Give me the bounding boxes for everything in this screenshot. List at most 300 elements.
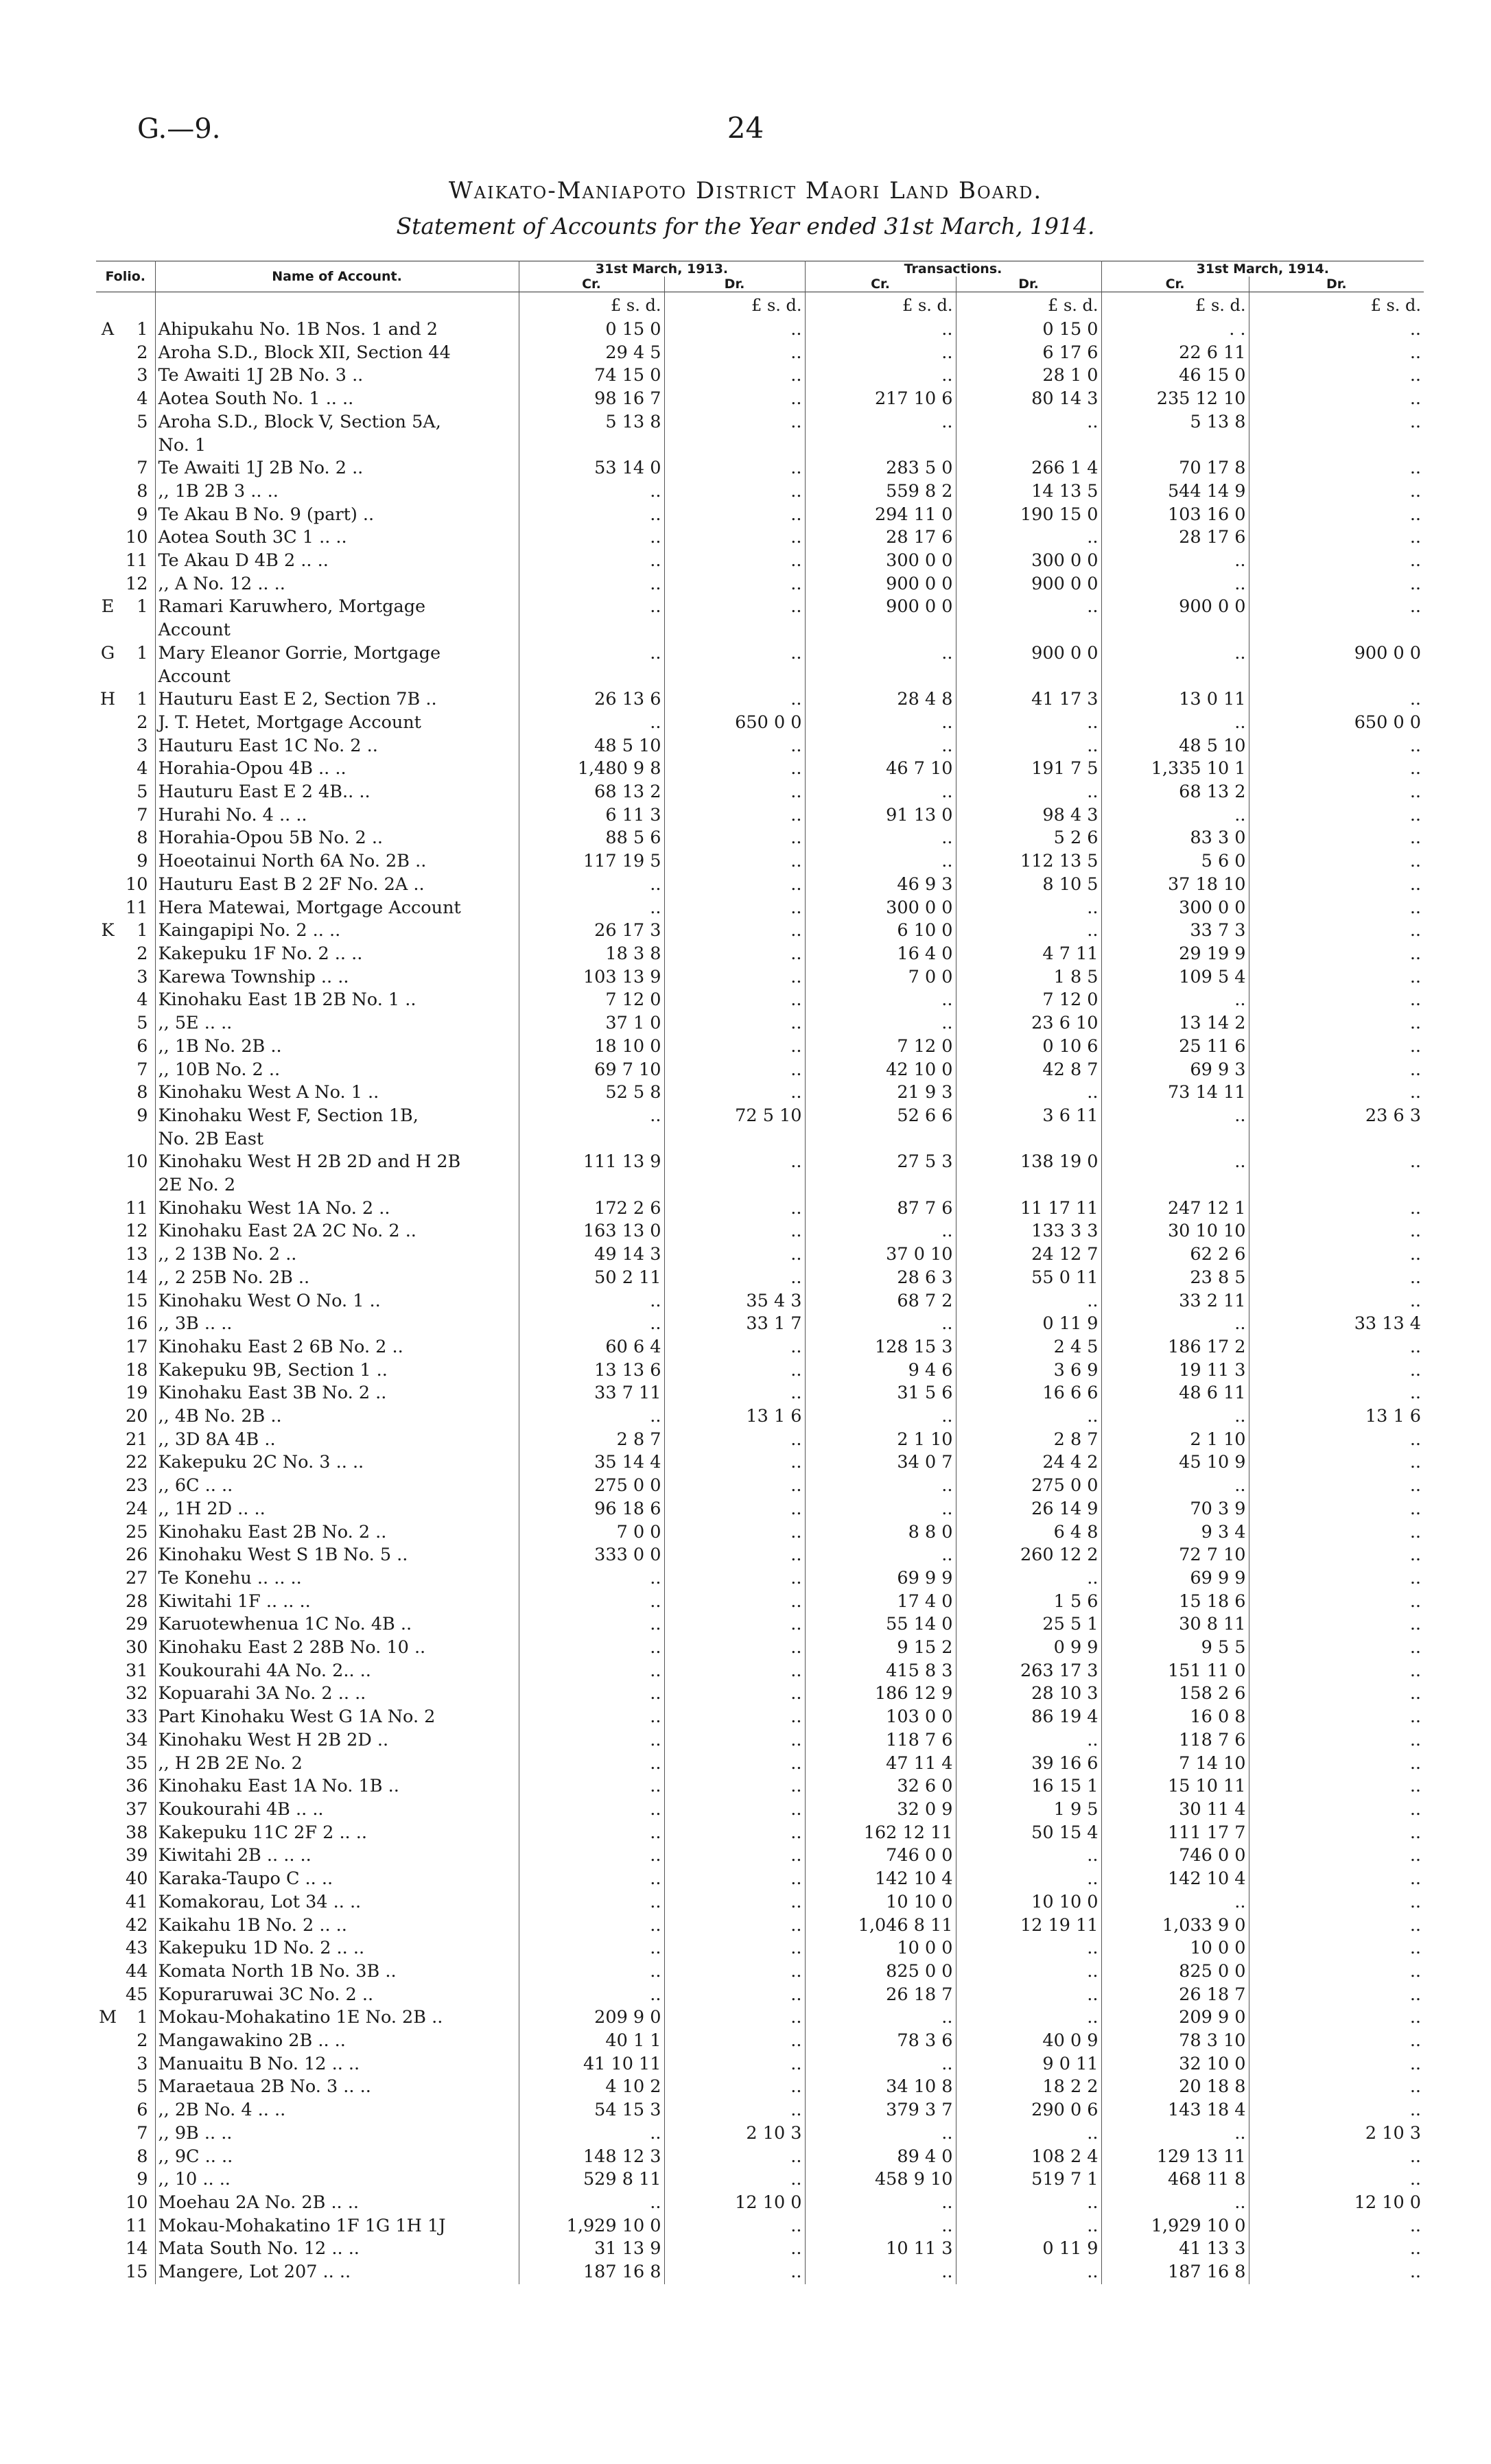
folio-number: 25 bbox=[126, 1521, 148, 1542]
folio-number: 22 bbox=[126, 1452, 148, 1473]
dr-1914: .. bbox=[1249, 1682, 1424, 1706]
cr-transactions: 10 10 0 bbox=[805, 1891, 956, 1914]
cr-1913: 26 17 3 bbox=[519, 919, 664, 943]
folio-letter bbox=[96, 735, 119, 758]
dr-1914: .. bbox=[1249, 596, 1424, 619]
account-row bbox=[96, 2076, 1424, 2099]
folio-letter bbox=[96, 504, 119, 527]
cr-transactions bbox=[805, 666, 956, 689]
account-name: Kakepuku 1F No. 2 .. .. bbox=[155, 943, 519, 966]
account-name: Mary Eleanor Gorrie, Mortgage bbox=[155, 642, 519, 666]
account-name: Horahia-Opou 4B .. .. bbox=[155, 758, 519, 781]
cr-transactions: .. bbox=[805, 318, 956, 342]
folio-letter: M bbox=[99, 2007, 117, 2028]
folio-number: 4 bbox=[137, 758, 148, 779]
folio-letter bbox=[96, 1844, 119, 1868]
cr-transactions: 46 9 3 bbox=[805, 873, 956, 897]
folio-number: 3 bbox=[137, 365, 148, 386]
dr-1914 bbox=[1249, 619, 1424, 642]
dr-1914: .. bbox=[1249, 1197, 1424, 1221]
account-name: No. 1 bbox=[155, 434, 519, 458]
account-name: Kakepuku 11C 2F 2 .. .. bbox=[155, 1822, 519, 1845]
folio-number: 1 bbox=[137, 642, 148, 664]
dr-1914: .. bbox=[1249, 781, 1424, 804]
cr-transactions: 68 7 2 bbox=[805, 1290, 956, 1313]
cr-transactions: .. bbox=[805, 735, 956, 758]
account-name: Te Akau D 4B 2 .. .. bbox=[155, 550, 519, 573]
dr-1913: .. bbox=[664, 2168, 805, 2192]
cr-1913: .. bbox=[519, 504, 664, 527]
account-row bbox=[96, 2238, 1424, 2261]
folio-number: 35 bbox=[126, 1752, 148, 1774]
account-name: Hauturu East E 2 4B.. .. bbox=[155, 781, 519, 804]
folio-letter bbox=[96, 1059, 119, 1082]
cr-1913: 111 13 9 bbox=[519, 1151, 664, 1174]
folio-number: 6 bbox=[137, 1035, 148, 1057]
dr-1914 bbox=[1249, 434, 1424, 458]
folio-number: 5 bbox=[137, 1013, 148, 1034]
account-row bbox=[96, 642, 1424, 666]
page-number: 24 bbox=[727, 111, 764, 145]
dr-1914: .. bbox=[1249, 943, 1424, 966]
cr-1914: 111 17 7 bbox=[1101, 1822, 1249, 1845]
cr-1914: 142 10 4 bbox=[1101, 1868, 1249, 1891]
cr-1914: 187 16 8 bbox=[1101, 2261, 1249, 2284]
cr-1914: 30 10 10 bbox=[1101, 1220, 1249, 1243]
account-name: Ahipukahu No. 1B Nos. 1 and 2 bbox=[155, 318, 519, 342]
dr-1913: .. bbox=[664, 2238, 805, 2261]
cr-transactions: 91 13 0 bbox=[805, 804, 956, 828]
dr-1913: 72 5 10 bbox=[664, 1105, 805, 1128]
cr-transactions: .. bbox=[805, 989, 956, 1012]
dr-1914: .. bbox=[1249, 1498, 1424, 1521]
cr-1913: 18 10 0 bbox=[519, 1035, 664, 1059]
cr-1913: 31 13 9 bbox=[519, 2238, 664, 2261]
dr-transactions: 42 8 7 bbox=[956, 1059, 1101, 1082]
dr-transactions: .. bbox=[956, 2261, 1101, 2284]
folio-letter bbox=[96, 342, 119, 365]
dr-1913: .. bbox=[664, 919, 805, 943]
cr-1914: .. bbox=[1101, 1313, 1249, 1336]
cr-1914: 186 17 2 bbox=[1101, 1336, 1249, 1359]
cr-transactions bbox=[805, 1174, 956, 1197]
cr-1914: 69 9 9 bbox=[1101, 1567, 1249, 1591]
dr-1914: .. bbox=[1249, 1544, 1424, 1567]
folio-letter bbox=[96, 989, 119, 1012]
folio-letter bbox=[96, 1405, 119, 1429]
account-name: Mokau-Mohakatino 1F 1G 1H 1J bbox=[155, 2215, 519, 2238]
dr-1914: .. bbox=[1249, 2168, 1424, 2192]
cr-transactions: 2 1 10 bbox=[805, 1429, 956, 1452]
cr-transactions: 7 0 0 bbox=[805, 966, 956, 989]
dr-1914: .. bbox=[1249, 1359, 1424, 1383]
account-name: Kiwitahi 1F .. .. .. bbox=[155, 1591, 519, 1614]
dr-1913: .. bbox=[664, 573, 805, 596]
cr-1914: .. bbox=[1101, 1151, 1249, 1174]
dr-1914: .. bbox=[1249, 1451, 1424, 1475]
dr-1913: .. bbox=[664, 781, 805, 804]
cr-1914 bbox=[1101, 434, 1249, 458]
dr-transactions: 9 0 11 bbox=[956, 2053, 1101, 2076]
group-header-1914: 31st March, 1914. bbox=[1101, 261, 1424, 277]
account-row bbox=[96, 1475, 1424, 1498]
cr-1913: 69 7 10 bbox=[519, 1059, 664, 1082]
dr-transactions: .. bbox=[956, 712, 1101, 735]
account-row bbox=[96, 2122, 1424, 2146]
cr-1914: 20 18 8 bbox=[1101, 2076, 1249, 2099]
account-row bbox=[96, 1868, 1424, 1891]
dr-1913 bbox=[664, 434, 805, 458]
account-name: ,, 3B .. .. bbox=[155, 1313, 519, 1336]
cr-1914: 70 3 9 bbox=[1101, 1498, 1249, 1521]
dr-transactions: 4 7 11 bbox=[956, 943, 1101, 966]
cr-1913 bbox=[519, 619, 664, 642]
folio-letter bbox=[96, 827, 119, 850]
folio-letter bbox=[96, 1220, 119, 1243]
cr-1914: 158 2 6 bbox=[1101, 1682, 1249, 1706]
cr-1914: .. bbox=[1101, 642, 1249, 666]
folio-letter bbox=[96, 1591, 119, 1614]
cr-1913: 7 12 0 bbox=[519, 989, 664, 1012]
account-row bbox=[96, 1151, 1424, 1174]
dr-transactions: 3 6 11 bbox=[956, 1105, 1101, 1128]
dr-1914: .. bbox=[1249, 1059, 1424, 1082]
cr-1914: 2 1 10 bbox=[1101, 1429, 1249, 1452]
cr-1914: .. bbox=[1101, 804, 1249, 828]
folio-number: 39 bbox=[126, 1845, 148, 1866]
cr-transactions: 32 0 9 bbox=[805, 1798, 956, 1822]
cr-transactions: 52 6 6 bbox=[805, 1105, 956, 1128]
dr-1914: 23 6 3 bbox=[1249, 1105, 1424, 1128]
account-row bbox=[96, 1012, 1424, 1035]
cr-1913: 53 14 0 bbox=[519, 457, 664, 480]
dr-1913: .. bbox=[664, 2030, 805, 2053]
folio-number: 45 bbox=[126, 1984, 148, 2005]
cr-1914: 9 5 5 bbox=[1101, 1636, 1249, 1660]
dr-1914: .. bbox=[1249, 919, 1424, 943]
dr-transactions: 0 11 9 bbox=[956, 2238, 1101, 2261]
cr-transactions: 300 0 0 bbox=[805, 550, 956, 573]
folio-number: 8 bbox=[137, 1082, 148, 1103]
cr-1913: .. bbox=[519, 2192, 664, 2215]
folio-number: 9 bbox=[137, 1105, 148, 1126]
cr-1914: 62 2 6 bbox=[1101, 1243, 1249, 1267]
account-row bbox=[96, 989, 1424, 1012]
folio-number: 8 bbox=[137, 2146, 148, 2167]
cr-transactions: 1,046 8 11 bbox=[805, 1914, 956, 1938]
cr-1913: .. bbox=[519, 642, 664, 666]
account-row bbox=[96, 364, 1424, 388]
dr-1913: .. bbox=[664, 1498, 805, 1521]
dr-1913: .. bbox=[664, 2006, 805, 2030]
cr-transactions: 55 14 0 bbox=[805, 1613, 956, 1636]
account-name: Te Awaiti 1J 2B No. 3 .. bbox=[155, 364, 519, 388]
account-row bbox=[96, 1059, 1424, 1082]
dr-transactions: .. bbox=[956, 2122, 1101, 2146]
dr-1914: .. bbox=[1249, 735, 1424, 758]
cr-1913: .. bbox=[519, 1798, 664, 1822]
folio-letter: A bbox=[101, 319, 115, 340]
dr-transactions: .. bbox=[956, 1405, 1101, 1429]
account-name: Kinohaku West S 1B No. 5 .. bbox=[155, 1544, 519, 1567]
account-row bbox=[96, 666, 1424, 689]
dr-1913: .. bbox=[664, 735, 805, 758]
cr-1913 bbox=[519, 1128, 664, 1151]
cr-1914: 45 10 9 bbox=[1101, 1451, 1249, 1475]
account-name: ,, 10 .. .. bbox=[155, 2168, 519, 2192]
dr-transactions: .. bbox=[956, 2215, 1101, 2238]
dr-1914: .. bbox=[1249, 1706, 1424, 1729]
dr-transactions: 138 19 0 bbox=[956, 1151, 1101, 1174]
folio-number: 43 bbox=[126, 1938, 148, 1959]
cr-1913: 35 14 4 bbox=[519, 1451, 664, 1475]
cr-1913 bbox=[519, 434, 664, 458]
dr-transactions bbox=[956, 1174, 1101, 1197]
cr-transactions: .. bbox=[805, 2261, 956, 2284]
folio-number: 10 bbox=[126, 1151, 148, 1173]
account-name: Te Akau B No. 9 (part) .. bbox=[155, 504, 519, 527]
folio-letter bbox=[96, 666, 119, 689]
cr-1914: .. bbox=[1101, 2122, 1249, 2146]
account-row bbox=[96, 1822, 1424, 1845]
account-name: J. T. Hetet, Mortgage Account bbox=[155, 712, 519, 735]
folio-letter bbox=[96, 1174, 119, 1197]
cr-1913: 18 3 8 bbox=[519, 943, 664, 966]
dr-1913: .. bbox=[664, 2261, 805, 2284]
cr-transactions: 28 17 6 bbox=[805, 526, 956, 550]
cr-transactions: 300 0 0 bbox=[805, 897, 956, 920]
dr-1914: .. bbox=[1249, 2006, 1424, 2030]
cr-transactions: 28 4 8 bbox=[805, 688, 956, 712]
cr-transactions: 900 0 0 bbox=[805, 596, 956, 619]
folio-letter bbox=[96, 2238, 119, 2261]
cr-transactions: 27 5 3 bbox=[805, 1151, 956, 1174]
cr-1914 bbox=[1101, 1174, 1249, 1197]
cr-1913: .. bbox=[519, 1914, 664, 1938]
account-name: Aotea South No. 1 .. .. bbox=[155, 388, 519, 411]
dr-1913: .. bbox=[664, 596, 805, 619]
account-row bbox=[96, 1729, 1424, 1752]
dr-1913: .. bbox=[664, 1660, 805, 1683]
dr-transactions: 28 10 3 bbox=[956, 1682, 1101, 1706]
dr-1914: .. bbox=[1249, 318, 1424, 342]
dr-1913: .. bbox=[664, 989, 805, 1012]
dr-1914: .. bbox=[1249, 1752, 1424, 1776]
cr-1913: .. bbox=[519, 550, 664, 573]
account-name: Kinohaku West A No. 1 .. bbox=[155, 1081, 519, 1105]
account-row bbox=[96, 1313, 1424, 1336]
account-name: Te Awaiti 1J 2B No. 2 .. bbox=[155, 457, 519, 480]
account-name: Karewa Township .. .. bbox=[155, 966, 519, 989]
cr-transactions: .. bbox=[805, 2122, 956, 2146]
folio-letter bbox=[96, 1914, 119, 1938]
folio-number: 15 bbox=[126, 2262, 148, 2283]
folio-number: 5 bbox=[137, 782, 148, 803]
dr-1913: .. bbox=[664, 1035, 805, 1059]
cr-transactions: 34 0 7 bbox=[805, 1451, 956, 1475]
folio-number: 34 bbox=[126, 1729, 148, 1750]
dr-1914: .. bbox=[1249, 1844, 1424, 1868]
account-name: Kinohaku East 3B No. 2 .. bbox=[155, 1382, 519, 1405]
dr-1914: .. bbox=[1249, 1220, 1424, 1243]
folio-letter bbox=[96, 1382, 119, 1405]
dr-1914: .. bbox=[1249, 2099, 1424, 2122]
account-name: Ramari Karuwhero, Mortgage bbox=[155, 596, 519, 619]
account-name: Mangere, Lot 207 .. .. bbox=[155, 2261, 519, 2284]
dr-1913: .. bbox=[664, 480, 805, 504]
cr-1913: 0 15 0 bbox=[519, 318, 664, 342]
folio-letter bbox=[96, 2076, 119, 2099]
account-row bbox=[96, 2168, 1424, 2192]
cr-1913: 50 2 11 bbox=[519, 1267, 664, 1290]
folio-letter bbox=[96, 1012, 119, 1035]
account-row bbox=[96, 1937, 1424, 1960]
group-header-transactions: Transactions. bbox=[805, 261, 1101, 277]
cr-1913: .. bbox=[519, 1984, 664, 2007]
cr-1914 bbox=[1101, 666, 1249, 689]
cr-1913: .. bbox=[519, 1105, 664, 1128]
account-name: ,, H 2B 2E No. 2 bbox=[155, 1752, 519, 1776]
folio-letter bbox=[96, 1451, 119, 1475]
folio-letter bbox=[96, 1891, 119, 1914]
unit-label: £ s. d. bbox=[956, 292, 1101, 319]
folio-letter bbox=[96, 943, 119, 966]
cr-1913: 529 8 11 bbox=[519, 2168, 664, 2192]
dr-1913: .. bbox=[664, 2146, 805, 2169]
folio-number: 3 bbox=[137, 2053, 148, 2074]
dr-1914: .. bbox=[1249, 1822, 1424, 1845]
folio-letter bbox=[96, 2053, 119, 2076]
account-row bbox=[96, 1636, 1424, 1660]
dr-1914 bbox=[1249, 1128, 1424, 1151]
dr-transactions: 39 16 6 bbox=[956, 1752, 1101, 1776]
cr-1913: .. bbox=[519, 1891, 664, 1914]
cr-transactions: 9 4 6 bbox=[805, 1359, 956, 1383]
account-name: ,, 4B No. 2B .. bbox=[155, 1405, 519, 1429]
account-row bbox=[96, 411, 1424, 434]
cr-1913: 209 9 0 bbox=[519, 2006, 664, 2030]
cr-1913: .. bbox=[519, 1660, 664, 1683]
account-row bbox=[96, 2099, 1424, 2122]
cr-1914: .. bbox=[1101, 989, 1249, 1012]
cr-1913: 52 5 8 bbox=[519, 1081, 664, 1105]
cr-1913: .. bbox=[519, 1868, 664, 1891]
cr-header-1913: Cr. bbox=[519, 277, 664, 292]
cr-transactions: 89 4 0 bbox=[805, 2146, 956, 2169]
cr-1914: .. bbox=[1101, 573, 1249, 596]
cr-1914: 15 10 11 bbox=[1101, 1775, 1249, 1798]
cr-transactions bbox=[805, 1128, 956, 1151]
folio-letter bbox=[96, 2192, 119, 2215]
cr-1913: 6 11 3 bbox=[519, 804, 664, 828]
dr-1914 bbox=[1249, 1174, 1424, 1197]
dr-1914: .. bbox=[1249, 457, 1424, 480]
dr-transactions: 300 0 0 bbox=[956, 550, 1101, 573]
folio-letter bbox=[96, 1336, 119, 1359]
account-row bbox=[96, 1798, 1424, 1822]
cr-1914: 25 11 6 bbox=[1101, 1035, 1249, 1059]
account-name: Mokau-Mohakatino 1E No. 2B .. bbox=[155, 2006, 519, 2030]
account-row bbox=[96, 1220, 1424, 1243]
dr-1913: .. bbox=[664, 2215, 805, 2238]
cr-1913: .. bbox=[519, 526, 664, 550]
account-name: ,, 2 25B No. 2B .. bbox=[155, 1267, 519, 1290]
unit-label: £ s. d. bbox=[664, 292, 805, 319]
dr-header-transactions: Dr. bbox=[956, 277, 1101, 292]
account-row bbox=[96, 1660, 1424, 1683]
cr-transactions: 8 8 0 bbox=[805, 1521, 956, 1545]
dr-1914: .. bbox=[1249, 1290, 1424, 1313]
folio-number: 1 bbox=[137, 689, 148, 710]
folio-number: 1 bbox=[137, 596, 148, 618]
dr-transactions: 50 15 4 bbox=[956, 1822, 1101, 1845]
folio-letter bbox=[96, 1706, 119, 1729]
dr-1913: .. bbox=[664, 966, 805, 989]
dr-transactions: 290 0 6 bbox=[956, 2099, 1101, 2122]
cr-1913: 163 13 0 bbox=[519, 1220, 664, 1243]
cr-transactions: 16 4 0 bbox=[805, 943, 956, 966]
folio-letter bbox=[96, 526, 119, 550]
cr-transactions: .. bbox=[805, 1220, 956, 1243]
dr-transactions: 24 12 7 bbox=[956, 1243, 1101, 1267]
cr-1914: 29 19 9 bbox=[1101, 943, 1249, 966]
folio-number: 9 bbox=[137, 851, 148, 872]
dr-1914: 13 1 6 bbox=[1249, 1405, 1424, 1429]
account-row bbox=[96, 1197, 1424, 1221]
folio-number: 31 bbox=[126, 1660, 148, 1681]
folio-number: 3 bbox=[137, 735, 148, 756]
folio-number: 12 bbox=[126, 1221, 148, 1242]
cr-transactions: .. bbox=[805, 712, 956, 735]
folio-number: 40 bbox=[126, 1868, 148, 1890]
account-name: Hauturu East E 2, Section 7B .. bbox=[155, 688, 519, 712]
dr-transactions: 80 14 3 bbox=[956, 388, 1101, 411]
account-name: Kakepuku 2C No. 3 .. .. bbox=[155, 1451, 519, 1475]
dr-transactions: 190 15 0 bbox=[956, 504, 1101, 527]
dr-1914: .. bbox=[1249, 1775, 1424, 1798]
account-row bbox=[96, 434, 1424, 458]
cr-transactions: 294 11 0 bbox=[805, 504, 956, 527]
cr-1913: 172 2 6 bbox=[519, 1197, 664, 1221]
cr-transactions: 283 5 0 bbox=[805, 457, 956, 480]
cr-1914: . . bbox=[1101, 318, 1249, 342]
folio-number: 14 bbox=[126, 2238, 148, 2260]
dr-transactions: .. bbox=[956, 1960, 1101, 1984]
cr-transactions: 900 0 0 bbox=[805, 573, 956, 596]
account-name: Kinohaku East 2 6B No. 2 .. bbox=[155, 1336, 519, 1359]
folio-letter bbox=[96, 550, 119, 573]
account-name: Te Konehu .. .. .. bbox=[155, 1567, 519, 1591]
dr-transactions: 1 9 5 bbox=[956, 1798, 1101, 1822]
folio-number: 20 bbox=[126, 1406, 148, 1427]
folio-number bbox=[119, 1174, 155, 1197]
folio-number: 14 bbox=[126, 1267, 148, 1288]
account-name: Kakepuku 9B, Section 1 .. bbox=[155, 1359, 519, 1383]
cr-1914: 151 11 0 bbox=[1101, 1660, 1249, 1683]
folio-letter bbox=[96, 873, 119, 897]
cr-1913: 5 13 8 bbox=[519, 411, 664, 434]
folio-letter bbox=[96, 1636, 119, 1660]
cr-1913: 275 0 0 bbox=[519, 1475, 664, 1498]
folio-number: 4 bbox=[137, 388, 148, 410]
account-row bbox=[96, 2030, 1424, 2053]
dr-1913: .. bbox=[664, 1636, 805, 1660]
cr-1913: 13 13 6 bbox=[519, 1359, 664, 1383]
account-name: Mangawakino 2B .. .. bbox=[155, 2030, 519, 2053]
folio-number: 11 bbox=[126, 2215, 148, 2236]
folio-number: 13 bbox=[126, 1244, 148, 1265]
dr-transactions bbox=[956, 434, 1101, 458]
